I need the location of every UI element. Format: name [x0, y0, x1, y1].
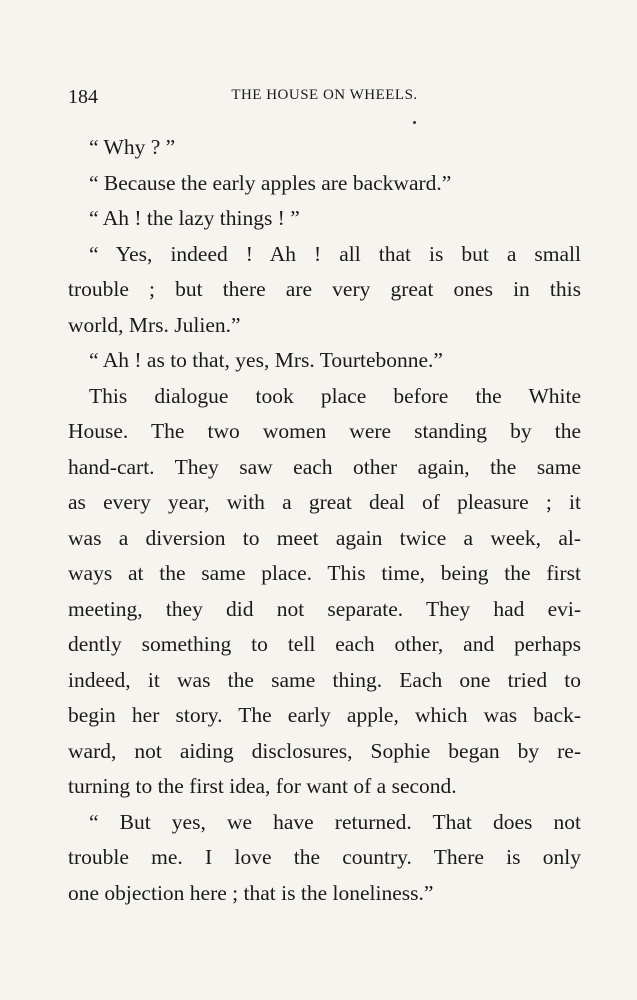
text-line: “ But yes, we have returned. That does not	[89, 809, 581, 834]
text-line: world, Mrs. Julien.”	[68, 312, 241, 337]
ink-speck	[413, 121, 416, 124]
body-text	[68, 130, 581, 911]
text-line: meeting, they did not separate. They had evi-	[68, 596, 581, 621]
text-line: “ Why ? ”	[89, 135, 176, 159]
text-line: House. The two women were standing by the	[68, 419, 581, 443]
text-line: was a diversion to meet again twice a week, al-	[68, 525, 581, 550]
text-line: hand-cart. They saw each other again, the same	[68, 454, 581, 479]
text-line: indeed, it was the same thing. Each one tried to	[68, 667, 581, 692]
text-line: ways at the same place. This time, being the first	[68, 561, 581, 585]
text-line: turning to the first idea, for want of a second.	[68, 774, 457, 798]
text-line: This dialogue took place before the White	[89, 383, 581, 408]
text-line: “ Yes, indeed ! Ah ! all that is but a small	[89, 241, 581, 266]
page-number: 184	[68, 86, 98, 108]
text-line: “ Ah ! the lazy things ! ”	[89, 206, 300, 230]
page-header	[68, 86, 581, 112]
text-line: trouble ; but there are very great ones in this	[68, 277, 581, 301]
text-line: “ Ah ! as to that, yes, Mrs. Tourtebonne.”	[89, 348, 443, 372]
text-line: trouble me. I love the country. There is only	[68, 845, 581, 869]
text-line: as every year, with a great deal of pleasure ; it	[68, 490, 581, 514]
text-line: dently something to tell each other, and perhaps	[68, 632, 581, 656]
text-line: ward, not aiding disclosures, Sophie began by re-	[68, 738, 581, 763]
running-title: THE HOUSE ON WHEELS.	[231, 87, 418, 103]
text-line: begin her story. The early apple, which was back-	[68, 703, 581, 727]
text-line: “ Because the early apples are backward.”	[89, 170, 452, 195]
text-line: one objection here ; that is the loneliness.”	[68, 880, 434, 905]
